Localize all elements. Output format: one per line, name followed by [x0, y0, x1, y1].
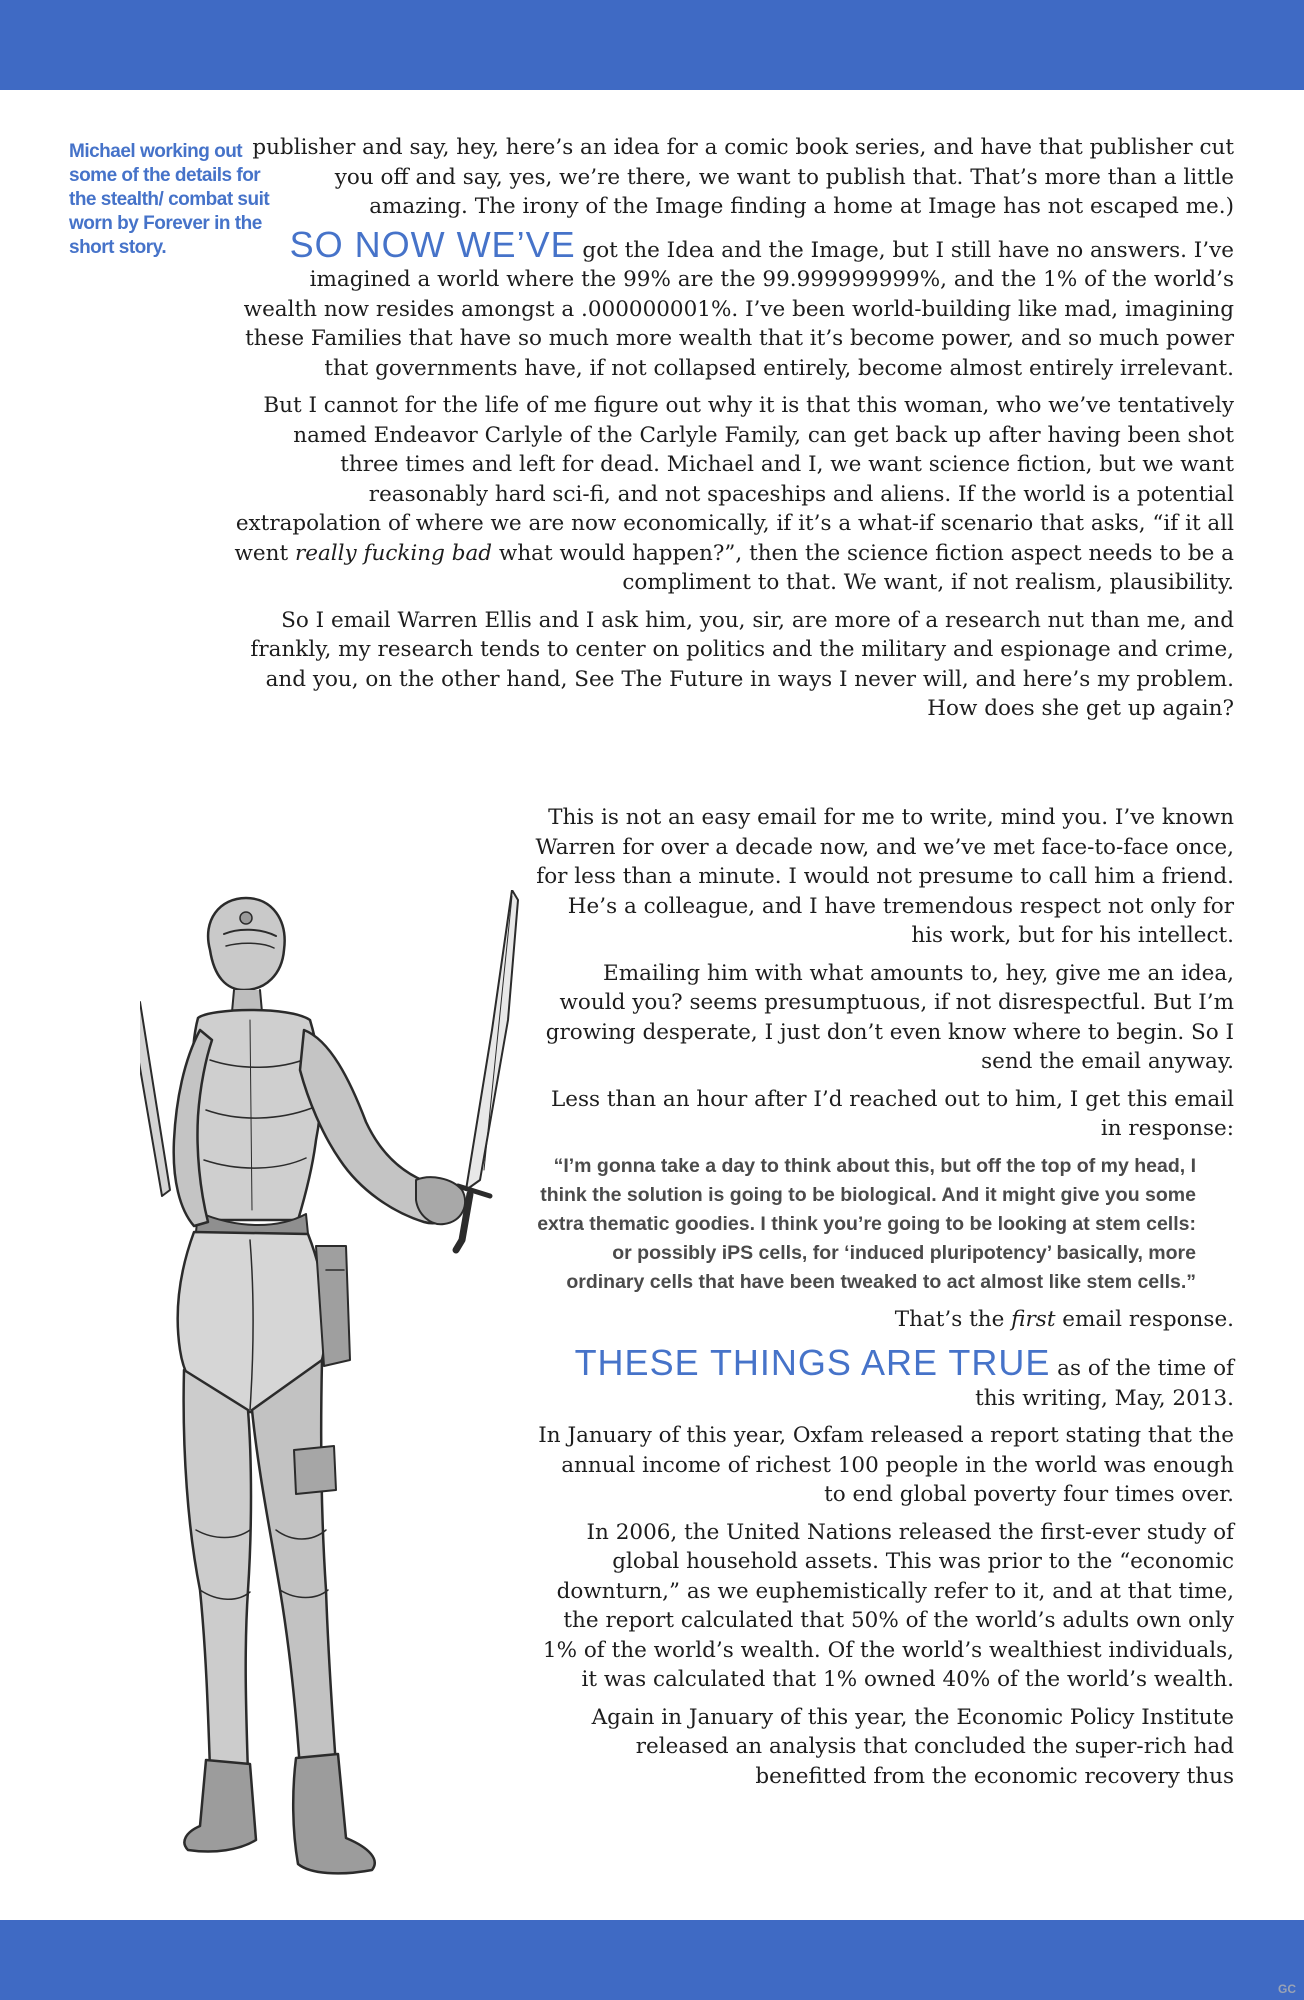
- paragraph-text: email response.: [1055, 1306, 1234, 1332]
- emphasis-text: first: [1011, 1306, 1056, 1332]
- combat-suit-sketch-illustration: [140, 890, 580, 1890]
- paragraph: [534, 1305, 1234, 1335]
- paragraph: publisher and say, hey, here’s an idea for a comic book series, and have that publisher cut you off and say, yes, we’re there, we want to publish that. That’s more than a little amazing. The irony of the Image finding a home at Image has not escaped me.): [252, 135, 1234, 219]
- text-column-top: [234, 133, 1234, 732]
- bottom-color-band: [0, 1920, 1304, 2000]
- top-color-band: [0, 0, 1304, 90]
- paragraph-text: That’s the: [894, 1306, 1012, 1332]
- paragraph: Again in January of this year, the Economic Policy Institute released an analysis that concluded the super-rich had benefitted from the economic recovery thus: [591, 1704, 1234, 1789]
- paragraph-text: But I cannot for the life of me figure out why it is that this woman, who we’ve tentatively named Endeavor Carlyle of the Carlyle Family, can get back up after having been shot three times and left for dead. Michael and I, we want science fiction, but we want reasonably hard sci-fi, and not spaceships and aliens. If the world is a potential extrapolation of where we are now economically, if it’s a what-if scenario that asks, “if it all went: [234, 393, 1234, 566]
- paragraph: [534, 1342, 1234, 1413]
- section-heading: THESE THINGS ARE TRUE: [574, 1342, 1051, 1383]
- paragraph: [234, 223, 1234, 384]
- paragraph-text: what would happen?”, then the science fiction aspect needs to be a compliment to that. We want, if not realism, plausibility.: [492, 540, 1234, 595]
- email-quote: “I’m gonna take a day to think about this, but off the top of my head, I think the solution is going to be biological. And it might give you some extra thematic goodies. I think you’re going to be looking at stem cells: or possibly iPS cells, for ‘induced pluripotency’ basically, more ordinary cells that have been tweaked to act almost like stem cells.”: [537, 1154, 1196, 1293]
- figure-caption: Michael working out some of the details for the stealth/ combat suit worn by Forever in the short story.: [69, 141, 270, 258]
- paragraph-text: got the Idea and the Image, but I still have no answers. I’ve imagined a world where the 99% are the 99.999999999%, and the 1% of the world’s wealth now resides amongst a .000000001%. I’ve been world-building like mad, imagining these Families that have so much more wealth that it’s become power, and so much power that governments have, if not collapsed entirely, become almost entirely irrelevant.: [243, 237, 1234, 381]
- paragraph-text: as of the time of this writing, May, 2013.: [975, 1356, 1234, 1411]
- paragraph: Less than an hour after I’d reached out to him, I get this email in response:: [550, 1086, 1234, 1141]
- text-column-right: [534, 803, 1234, 1799]
- paragraph: [234, 391, 1234, 598]
- section-heading: SO NOW WE’VE: [289, 223, 576, 265]
- paragraph: In 2006, the United Nations released the first-ever study of global household assets. This was prior to the “economic downturn,” as we euphemistically refer to it, and at that time, the report calculated that 50% of the world’s adults own only 1% of the world’s wealth. Of the world’s wealthiest individuals, it was calculated that 1% owned 40% of the world’s wealth.: [542, 1519, 1234, 1692]
- watermark-logo: GC: [1278, 1982, 1296, 1996]
- paragraph: Emailing him with what amounts to, hey, give me an idea, would you? seems presumptuous, if not disrespectful. But I’m growing desperate, I just don’t even know where to begin. So I send the email anyway.: [545, 960, 1234, 1074]
- paragraph: This is not an easy email for me to write, mind you. I’ve known Warren for over a decade now, and we’ve met face-to-face once, for less than a minute. I would not presume to call him a friend. He’s a colleague, and I have tremendous respect not only for his work, but for his intellect.: [535, 805, 1234, 948]
- paragraph: So I email Warren Ellis and I ask him, you, sir, are more of a research nut than me, and frankly, my research tends to center on politics and the military and espionage and crime, and you, on the other hand, See The Future in ways I never will, and here’s my problem. How does she get up again?: [250, 607, 1234, 721]
- paragraph: In January of this year, Oxfam released a report stating that the annual income of richest 100 people in the world was enough to end global poverty four times over.: [538, 1423, 1234, 1507]
- emphasis-text: really fucking bad: [294, 540, 493, 566]
